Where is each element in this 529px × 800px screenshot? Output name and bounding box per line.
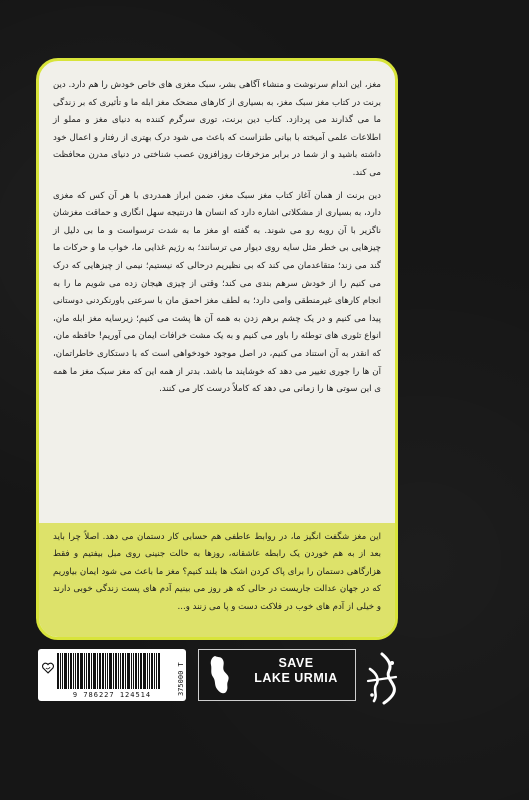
barcode-bar	[143, 653, 146, 689]
price-label: 375000 T	[177, 662, 185, 696]
barcode-bar	[122, 653, 124, 689]
barcode-bar	[154, 653, 155, 689]
barcode-bar	[75, 653, 76, 689]
barcode-bar	[138, 653, 139, 689]
barcode-bar	[73, 653, 74, 689]
barcode-bar	[149, 653, 150, 689]
barcode-bar	[77, 653, 79, 689]
barcode-bar	[68, 653, 69, 689]
barcode-bar	[93, 653, 96, 689]
lake-urmia-text: LAKE URMIA	[254, 671, 338, 685]
barcode-bar	[91, 653, 92, 689]
barcode-bar	[99, 653, 101, 689]
barcode-bar	[86, 653, 87, 689]
barcode-bar	[107, 653, 108, 689]
barcode-bars	[57, 653, 161, 689]
barcode-bar	[102, 653, 104, 689]
barcode-bar	[97, 653, 98, 689]
heart-logo-icon	[41, 661, 55, 675]
barcode-bar	[109, 653, 112, 689]
barcode-bar	[113, 653, 114, 689]
isbn-number: 9 786227 124514	[72, 691, 152, 699]
barcode-bar	[62, 653, 63, 689]
barcode-bar	[140, 653, 142, 689]
lake-urmia-map-icon	[205, 654, 235, 696]
barcode-bar	[118, 653, 119, 689]
barcode-bar	[88, 653, 90, 689]
barcode-bar	[127, 653, 130, 689]
barcode-block	[38, 649, 186, 701]
barcode-bar	[133, 653, 134, 689]
save-lake-urmia-badge	[198, 649, 356, 701]
save-text: SAVE	[278, 656, 314, 670]
blurb-paragraph-2: دین برنت از همان آغاز کتاب مغز سبک مغز، ضمن ابراز همدردی با هر آن کس که مغزی دارد، به بسیاری از مشکلاتی اشاره دارد که انسان ها درنتیجه سهل انگاری و حماقت مغزشان ناگزیر با آن روبه رو می شوند. به گفته او مغز ما به شدت ترسواست و ما بی دلیل از چیزهایی بی خطر مثل سایه روی دیوار می ترسانند؛ به رژیم غذایی ما، خواب ما و حرکات ما گند می زند؛ متقاعدمان می کند که بی نظیریم درحالی که نیستیم؛ نیمی از چیزهایی که درک می کنیم را از خودش سرهم بندی می کند؛ وقتی از چیزی هیجان زده می شویم ما را به انجام کارهای غیرمنطقی وامی دارد؛ به لطف مغز احمق مان با سرعتی باورنکردنی دوستانی پیدا می کنیم و در یک چشم برهم زدن به همه آن ها پشت می کنیم؛ زیرسایه مغز ابله مان، انواع تئوری های توطئه را باور می کنیم و به یک مشت خرافات ایمان می آوریم! حافظه مان، که انقدر به آن استناد می کنیم، در اصل موجود خودخواهی است که با دستکاری خاطراتمان، آن ها را جوری تغییر می دهد که خوشایند ما باشد. بدتر از همه این که مغز سبک مغز ما همه ی این سوتی ها را زمانی می دهد که کاملاً درست کار می کنند.	[53, 190, 381, 395]
publisher-calligraphy-logo-icon	[362, 651, 402, 707]
barcode-bar	[131, 653, 132, 689]
barcode-bar	[60, 653, 61, 689]
barcode-bar	[158, 653, 160, 689]
barcode-bar	[151, 653, 153, 689]
blurb-paragraph-3: این مغز شگفت انگیز ما، در روابط عاطفی هم حسابی کار دستمان می دهد. اصلاً چرا باید بعد از به هم خوردن یک رابطه عاشقانه، روزها به حالت جنینی روی مبل بیفتیم و فقط هزارگاهی دستمان را برای پاک کردن اشک ها بلند کنیم؟ مغز ما باعث می شود ایمان بیاوریم که در جهان عدالت جاریست در حالی که هر روز می بینیم آدم های پست زندگی خوبی دارند و خیلی از آدم های خوب در فلاکت دست و پا می زنند و...	[53, 532, 381, 612]
barcode-bar	[120, 653, 121, 689]
barcode-bar	[57, 653, 59, 689]
barcode-bar	[115, 653, 117, 689]
barcode-bar	[156, 653, 157, 689]
blurb-main-text	[53, 77, 381, 404]
barcode-bar	[80, 653, 83, 689]
barcode-bar	[70, 653, 72, 689]
barcode-bar	[135, 653, 137, 689]
barcode-bar	[125, 653, 126, 689]
blurb-panel	[36, 58, 398, 640]
barcode-bar	[64, 653, 67, 689]
barcode-bar	[147, 653, 148, 689]
blurb-paragraph-1: مغز، این اندام سرنوشت و منشاء آگاهی بشر، سبک مغزی های خاص خودش را هم دارد. دین برنت در کتاب مغز سبک مغز، به بسیاری از کارهای مضحک مغز ابله ما و تأثیری که بر زندگی ما می گذارند می پردازد. کتاب دین برنت، توری سرگرم کننده به دنیای مغز و مملو از اطلاعات علمی آمیخته با بیانی طنزاست که باعث می شود درک بهتری از رفتار و اعمال خود داشته باشید و از شما در برابر مزخرفات روزافزون عصب شناختی در دنیای مدرن محافظت می کند.	[53, 80, 381, 178]
blurb-highlight-section	[39, 523, 395, 637]
barcode-bar	[84, 653, 85, 689]
barcode-bar	[105, 653, 106, 689]
